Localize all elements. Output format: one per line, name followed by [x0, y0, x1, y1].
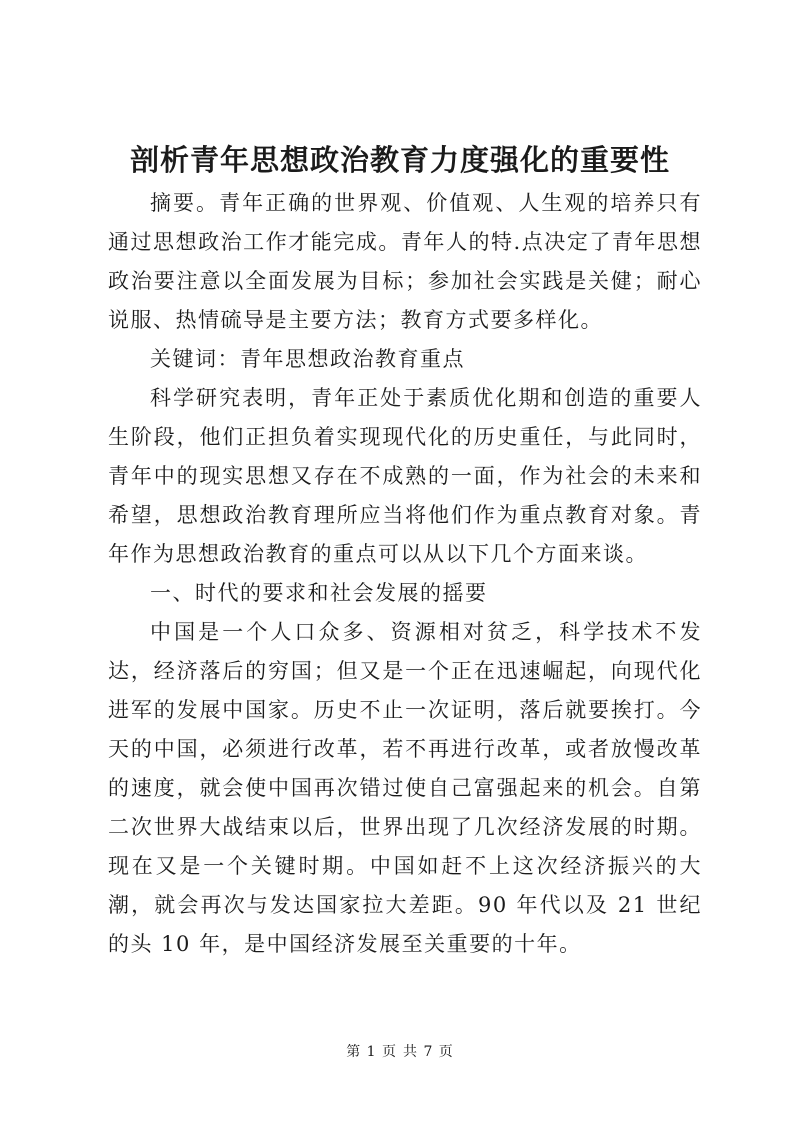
page-total: 共 7 页	[403, 1044, 454, 1060]
section-paragraph: 中国是一个人口众多、资源相对贫乏，科学技术不发达，经济落后的穷国；但又是一个正在迅速崛起，向现代化进军的发展中国家。历史不止一次证明，落后就要挨打。今天的中国，必须进行改革，若不再进行改革，或者放慢改革的速度，就会使中国再次错过使自己富强起来的机会。自第二次世界大战结束以后，世界出现了几次经济发展的时期。现在又是一个关键时期。中国如赶不上这次经济振兴的大潮，就会再次与发达国家拉大差距。90 年代以及 21 世纪的头 10 年，是中国经济发展至关重要的十年。	[108, 620, 702, 956]
intro-paragraph: 科学研究表明，青年正处于素质优化期和创造的重要人生阶段，他们正担负着实现现代化的历史重任，与此同时，青年中的现实思想又存在不成熟的一面，作为社会的未来和希望，思想政治教育理所应当将他们作为重点教育对象。青年作为思想政治教育的重点可以从以下几个方面来谈。	[108, 386, 702, 566]
page-footer	[0, 1042, 800, 1062]
keywords-paragraph: 关键词：青年思想政治教育重点	[150, 347, 465, 371]
section-heading: 一、时代的要求和社会发展的摇要	[150, 581, 488, 605]
document-body	[108, 184, 702, 964]
page-number: 第 1 页	[346, 1044, 397, 1060]
abstract-paragraph: 摘要。青年正确的世界观、价值观、人生观的培养只有通过思想政治工作才能完成。青年人的特.点决定了青年思想政治要注意以全面发展为目标；参加社会实践是关健；耐心说服、热情硫导是主要方法；教育方式要多样化。	[108, 191, 702, 332]
document-title: 剖析青年思想政治教育力度强化的重要性	[129, 143, 670, 177]
